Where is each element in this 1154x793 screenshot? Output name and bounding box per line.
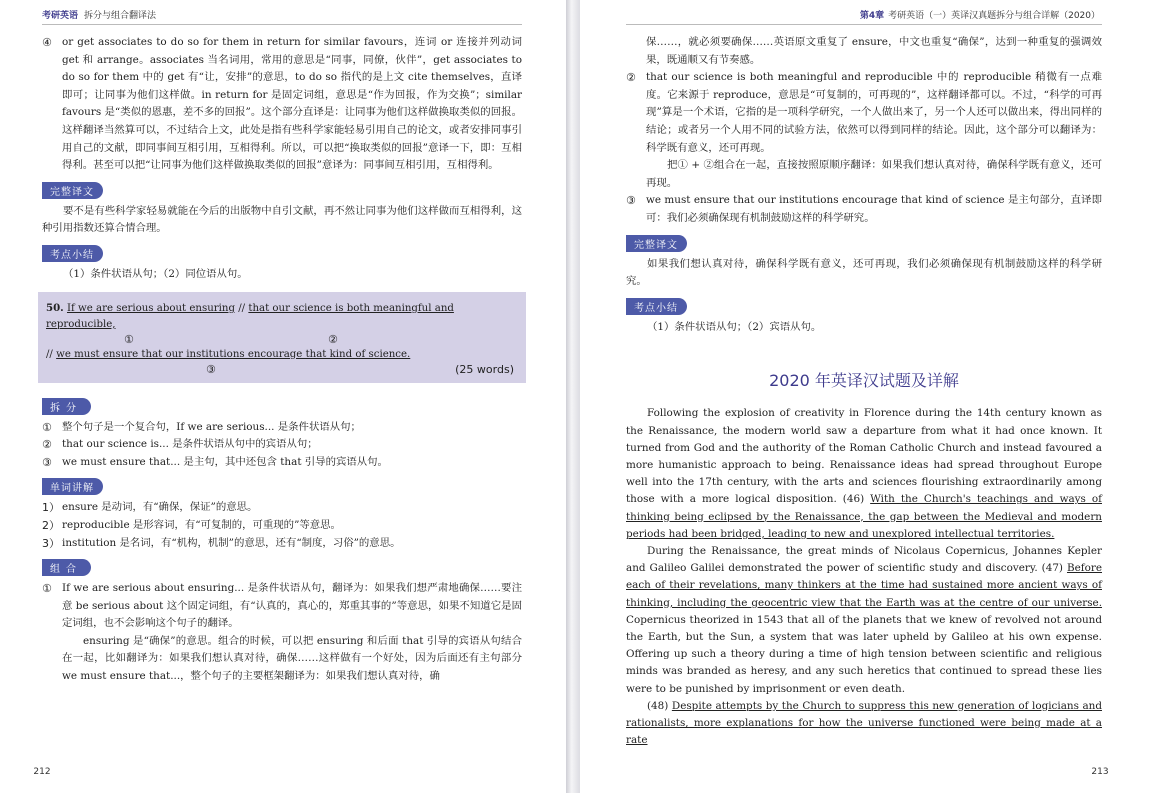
passage-text: During the Renaissance, the great minds of Nicolaus Copernicus, Johannes Kepler and Galileo Galilei demonstrated the power of scientific study and discovery. (47) [626, 544, 1102, 575]
vocab-item [42, 517, 522, 535]
sentence-part-2: that our science is both meaningful and reproducible, [46, 302, 454, 330]
summary-tag: 考点小结 [626, 298, 687, 315]
passage-text: (48) [647, 699, 672, 712]
part-markers [46, 333, 514, 347]
divider-slash: // [46, 348, 53, 360]
left-page [0, 0, 566, 793]
analysis-item-3 [626, 192, 1102, 227]
full-translation-text: 如果我们想认真对待，确保科学既有意义，还可再现，我们必须确保现有机制鼓励这样的科学研究。 [626, 257, 1102, 288]
underlined-sentence-47: Before each of their revelations, many thinkers at the time had sustained more ancient ways of thinking, including the geocentric view that the Earth was at the centre of our universe. [626, 562, 1102, 609]
sentence-line-1 [46, 300, 514, 333]
split-text: that our science is... 是条件状语从句中的宾语从句； [62, 438, 318, 451]
item-number: ① [42, 582, 52, 596]
underlined-sentence-48: Despite attempts by the Church to suppress this new generation of logicians and rationalists, more explanations for how the universe functioned were being made at a rate [626, 699, 1102, 747]
vocab-text: institution 是名词，有“机构，机制”的意思，还有“制度，习俗”的意思。 [62, 536, 401, 549]
continued-text [626, 34, 1102, 69]
section-title: 2020 年英译汉试题及详解 [769, 371, 959, 391]
combine-note: 把① + ②组合在一起，直接按照原顺序翻译：如果我们想认真对待，确保科学既有意义，还可再现。 [646, 159, 1102, 189]
page-number: 213 [1088, 761, 1112, 781]
divider-slash: // [238, 302, 246, 314]
split-text: 整个句子是一个复合句，If we are serious... 是条件状语从句； [62, 420, 361, 433]
item-number: 1） [42, 501, 60, 515]
split-item [42, 454, 522, 472]
sentence-box [38, 292, 526, 383]
passage-paragraph-3 [626, 698, 1102, 750]
combine-item-1 [42, 580, 522, 686]
right-running-head [860, 8, 1100, 21]
word-count: (25 words) [455, 362, 514, 376]
vocab-list [42, 499, 522, 552]
vocab-item [42, 535, 522, 553]
marker-2: ② [328, 332, 338, 346]
combine-text [62, 580, 522, 686]
left-running-head [42, 8, 156, 21]
split-item [42, 419, 522, 437]
sentence-part-1: If we are serious about ensuring [66, 302, 235, 314]
summary-text: （1）条件状语从句；（2）宾语从句。 [647, 320, 822, 333]
marker-3: ③ [206, 362, 216, 376]
header-rule [42, 24, 522, 25]
analysis-item-2 [626, 69, 1102, 192]
chapter-title: 拆分与组合翻译法 [84, 11, 157, 21]
analysis-text: that our science is both meaningful and reproducible 中的 reproducible 稍微有一点难度。它来源于 reproduce，意思是“可复制的，可再现的”，这样翻译都可以。不过，“科学的可再现”算是一个术语，它指的是一项科学研究，一个人做出来了，另一个人还可以做出来，得出同样的结论；或者另一个人用不同的试验方法，依然可以得到同样的结论。因此，这个部分可以翻译为：科学既有意义，还可再现。 [646, 71, 1102, 154]
marker-1: ① [124, 332, 134, 346]
full-translation-tag: 完整译文 [42, 182, 103, 199]
item-number: 3） [42, 536, 60, 550]
combine-paragraph-2: ensuring 是“确保”的意思。组合的时候，可以把 ensuring 和后面 that 引导的宾语从句结合在一起，比如翻译为：如果我们想认真对待，确保……这样做有一个好处，因为后面还有主句部分 we must ensure that...，整个句子的主要框架翻译为：如果我们想认真对待，确 [62, 634, 522, 683]
item-number: ④ [42, 36, 52, 49]
item-number: ③ [42, 455, 52, 469]
right-content [580, 34, 1154, 749]
split-text: we must ensure that... 是主句，其中还包含 that 引导的宾语从句。 [62, 455, 388, 468]
full-translation-tag: 完整译文 [626, 235, 687, 252]
split-item [42, 436, 522, 454]
part-markers [46, 363, 514, 377]
analysis-item-4 [42, 34, 522, 175]
page-number: 212 [30, 761, 54, 781]
item-number: 2） [42, 518, 60, 532]
right-page [580, 0, 1154, 793]
sentence-part-3: we must ensure that our institutions encourage that kind of science. [56, 348, 411, 360]
item-number: ② [626, 71, 636, 85]
vocab-text: ensure 是动词，有“确保，保证”的意思。 [62, 501, 258, 514]
vocab-text: reproducible 是形容词，有“可复制的，可重现的”等意思。 [62, 518, 341, 531]
item-number: ① [42, 420, 52, 434]
passage-paragraph-1 [626, 405, 1102, 543]
underlined-sentence-46: With the Church's teachings and ways of thinking being eclipsed by the Renaissance, the gap between the Medieval and modern periods had been bridged, leading to new and unexplored intellectual territories. [626, 493, 1102, 540]
item-number: ③ [626, 194, 636, 208]
analysis-text: or get associates to do so for them in return for similar favours，连词 or 连接并列动词 get 和 arrange。associates 当名词用，常用的意思是“同事，同僚，伙伴”，get associates to do so for them 中的 get 有“让，安排”的意思，to do so 指代的是上文 cite themselves，直译即可；让同事为他们这样做。in return for 是固定词组，意思是“作为回报，作为交换”；similar favours 是“类似的恩惠，差不多的回报”。这个部分直译是：让同事为他们这样做换取类似的回报。这样翻译当然算可以，不过结合上文，此处是指有些科学家能轻易引用自己的论文，或者安排同事引用自己的文献，即同事间互相引用，互相得利。所以，可以把“换取类似的回报”意译一下，即：互相得利。甚至可以把“让同事为他们这样做换取类似的回报”意译为：同事间互相引用，互相得利。 [62, 36, 522, 172]
passage-text: Copernicus theorized in 1543 that all of the planets that we knew of revolved not around the Earth, but the Sun, a system that was later upheld by Galileo at his own expense. Offering up such a theory during a time of high tension between scientific and religious minds was branded as heresy, and any such heretics that continued to spread these lies were to be punished by imprisonment or even death. [626, 613, 1102, 695]
combine-tag: 组合 [42, 559, 91, 576]
vocab-item [42, 499, 522, 517]
chapter-title: 考研英语（一）英译汉真题拆分与组合详解（2020） [888, 11, 1100, 21]
vocab-tag: 单词讲解 [42, 478, 103, 495]
split-tag: 拆分 [42, 398, 91, 415]
passage-text: Following the explosion of creativity in Florence during the 14th century known as the Renaissance, the modern world saw a departure from what it had once known. It turned from God and the authority of the Roman Catholic Church and instead favoured a more humanistic approach to being. Renaissance ideas had spread throughout Europe well into the 17th century, with the arts and sciences flourishing extraordinarily among those with a more logical disposition. (46) [626, 407, 1102, 506]
sentence-number: 50. [46, 301, 64, 314]
analysis-body [646, 69, 1102, 192]
header-rule [626, 24, 1102, 25]
left-content [0, 34, 566, 686]
book-gutter [566, 0, 580, 793]
sentence-line-2 [46, 347, 514, 363]
passage-paragraph-2 [626, 543, 1102, 698]
continued-paragraph: 保……，就必须要确保……英语原文重复了 ensure，中文也重复“确保”，达到一种重复的强调效果，既通顺又有节奏感。 [646, 36, 1102, 66]
summary-tag: 考点小结 [42, 245, 103, 262]
chapter-number: 第4章 [859, 11, 885, 21]
analysis-text: we must ensure that our institutions encourage that kind of science 是主句部分，直译即可：我们必须确保现有机制鼓励这样的科学研究。 [646, 194, 1102, 224]
full-translation-text: 要不是有些科学家轻易就能在今后的出版物中自引文献，再不然让同事为他们这样做而互相得利，这种引用指数还算合情合理。 [42, 204, 522, 235]
combine-paragraph-1: If we are serious about ensuring... 是条件状语从句，翻译为：如果我们想严肃地确保……要注意 be serious about 这个固定词组，有“认真的，真心的，郑重其事的”等意思，如果不知道它是固定词组，也不会影响这个句子的翻译。 [62, 582, 522, 630]
split-list [42, 419, 522, 472]
summary-text: （1）条件状语从句；（2）同位语从句。 [63, 267, 248, 280]
item-number: ② [42, 438, 52, 452]
book-name: 考研英语 [42, 11, 79, 21]
